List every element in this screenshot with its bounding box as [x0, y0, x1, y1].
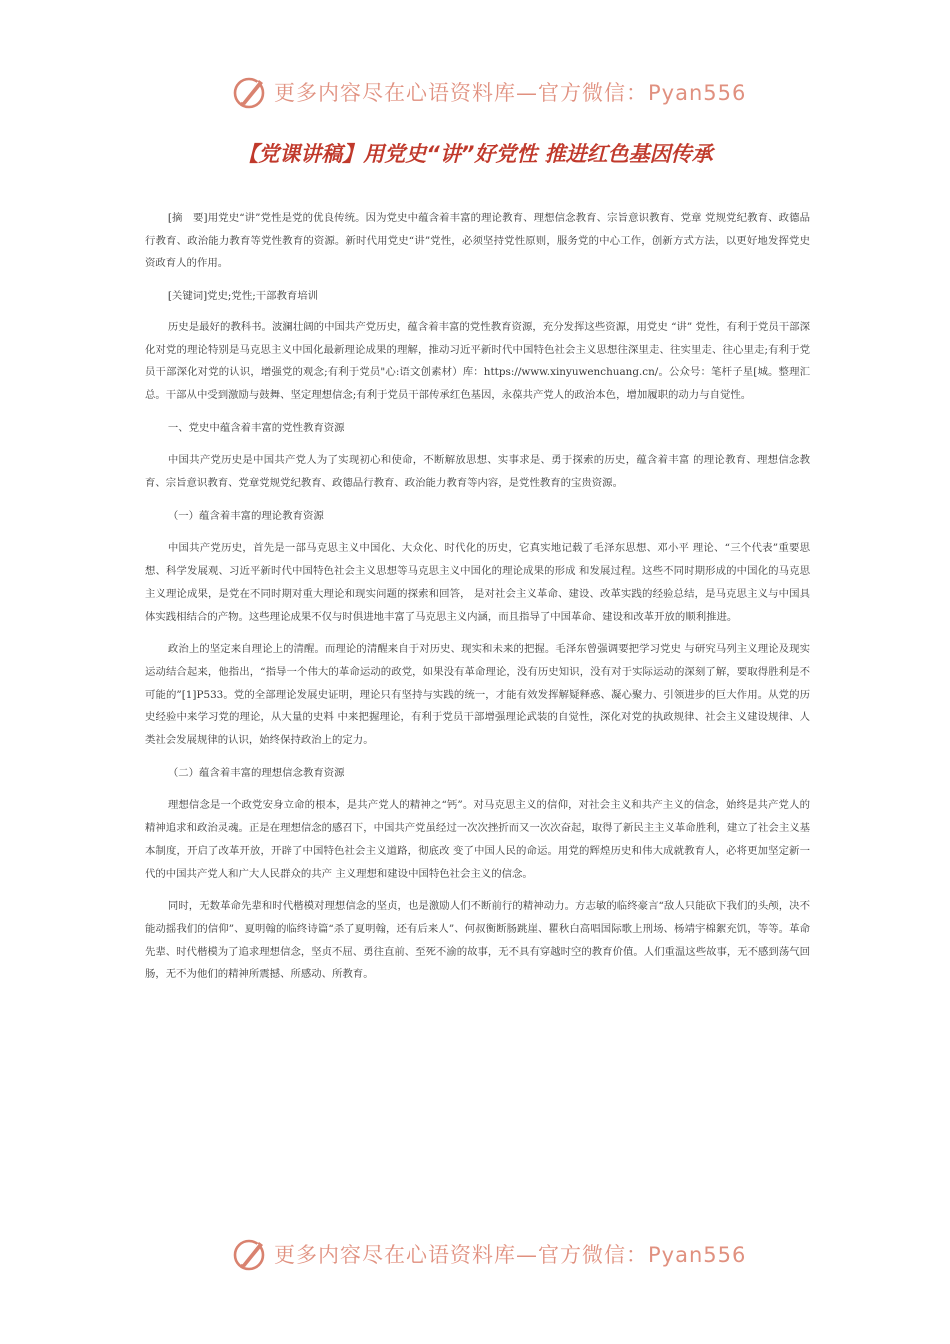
keywords-paragraph: [关键词]党史;党性;干部教育培训 [167, 290, 319, 303]
banner-text: 更多内容尽在心语资料库—官方微信：Pyan556 [274, 81, 747, 105]
body-paragraph-2: 中国共产党历史，首先是一部马克思主义中国化、大众化、时代化的历史，它真实地记载了毛泽东思想、邓小平 理论、“三个代表”重要思想、科学发展观、习近平新时代中国特色社会主义思想等马克思主义中国化的理论成果的形成 和发展过程。这些不同时期形成的中国化的马克思主义理论成果，是党在不同时期对重大理论和现实问题的探索和回答， 是对社会主义革命、建设、改革实践的经验总结，是马克思主义与中国具体实践相结合的产物。这些理论成果不仅与时俱进地丰富了马克思主义内涵，而且指导了中国革命、建设和改革开放的顺利推进。 [145, 542, 810, 623]
document-body [145, 207, 810, 996]
quill-pen-logo-icon [232, 1236, 268, 1272]
document-title: 【党课讲稿】用党史“讲”好党性 推进红色基因传承 [237, 142, 713, 166]
body-paragraph-5: 同时，无数革命先辈和时代楷模对理想信念的坚贞，也是激励人们不断前行的精神动力。方志敏的临终豪言“敌人只能砍下我们的头颅，决不能动摇我们的信仰”、夏明翰的临终诗篇“杀了夏明翰，还有后来人”、何叔衡断肠跳崖、瞿秋白高唱国际歌上刑场、杨靖宇棉絮充饥，等等。革命先辈、时代楷模为了追求理想信念，坚贞不屈、勇往直前、至死不渝的故事，无不具有穿越时空的教育价值。人们重温这些故事，无不感到荡气回肠，无不为他们的精神所震撼、所感动、所教育。 [145, 900, 810, 981]
body-paragraph-4: 理想信念是一个政党安身立命的根本，是共产党人的精神之“钙”。对马克思主义的信仰，对社会主义和共产主义的信念，始终是共产党人的精神追求和政治灵魂。正是在理想信念的感召下，中国共产党虽经过一次次挫折而又一次次奋起，取得了新民主主义革命胜利，建立了社会主义基本制度，开启了改革开放，开辟了中国特色社会主义道路，彻底改 变了中国人民的命运。用党的辉煌历史和伟大成就教育人，必将更加坚定新一代的中国共产党人和广大人民群众的共产 主义理想和建设中国特色社会主义的信念。 [145, 799, 810, 880]
subsection-heading-2: （二）蕴含着丰富的理想信念教育资源 [167, 766, 345, 779]
quill-pen-logo-icon [232, 74, 268, 110]
body-paragraph-3: 政治上的坚定来自理论上的清醒。而理论的清醒来自于对历史、现实和未来的把握。毛泽东曾强调要把学习党史 与研究马列主义理论及现实运动结合起来，他指出，“指导一个伟大的革命运动的政党，如果没有革命理论，没有历史知识，没有对于实际运动的深刻了解，要取得胜利是不可能的”[1]P533。党的全部理论发展史证明，理论只有坚持与实践的统一，才能有效发挥解疑释惑、凝心聚力、引领进步的巨大作用。从党的历史经验中来学习党的理论，从大量的史料 中来把握理论，有利于党员干部增强理论武装的自觉性，深化对党的执政规律、社会主义建设规律、人类社会发展规律的认识，始终保持政治上的定力。 [145, 643, 810, 747]
intro-paragraph: 历史是最好的教科书。波澜壮阔的中国共产党历史，蕴含着丰富的党性教育资源，充分发挥这些资源，用党史 “讲” 党性，有利于党员干部深化对党的理论特别是马克思主义中国化最新理论成果的理解，推动习近平新时代中国特色社会主义思想往深里走、往实里走、往心里走;有利于党员干部深化对党的认识，增强党的观念;有利于党员"心:语文创素材）库：https://www.xinyuwenchuang.cn/。公众号：笔杆子星[城。整理汇总。干部从中受到激励与鼓舞、坚定理想信念;有利于党员干部传承红色基因，永葆共产党人的政治本色，增加履职的动力与自觉性。 [145, 320, 810, 401]
bottom-watermark-banner [232, 1234, 792, 1274]
banner-text: 更多内容尽在心语资料库—官方微信：Pyan556 [274, 1243, 747, 1267]
top-watermark-banner [232, 72, 792, 112]
abstract-paragraph: [摘 要]用党史“讲”党性是党的优良传统。因为党史中蕴含着丰富的理论教育、理想信念教育、宗旨意识教育、党章 党规党纪教育、政德品行教育、政治能力教育等党性教育的资源。新时代用党史“讲”党性，必须坚持党性原则，服务党的中心工作，创新方式方法，以更好地发挥党史资政育人的作用。 [145, 212, 810, 270]
section-heading-1: 一、党史中蕴含着丰富的党性教育资源 [167, 421, 345, 434]
subsection-heading-1: （一）蕴含着丰富的理论教育资源 [167, 509, 324, 522]
body-paragraph-1: 中国共产党历史是中国共产党人为了实现初心和使命，不断解放思想、实事求是、勇于探索的历史，蕴含着丰富 的理论教育、理想信念教育、宗旨意识教育、党章党规党纪教育、政德品行教育、政治能力教育等内容，是党性教育的宝贵资源。 [145, 454, 810, 490]
